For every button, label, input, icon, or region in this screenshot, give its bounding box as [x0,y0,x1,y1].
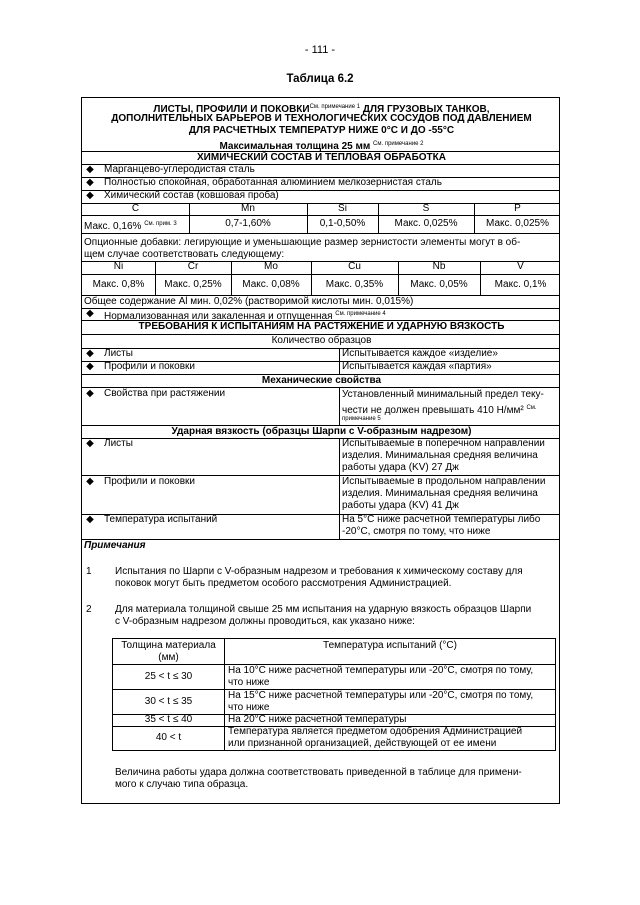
footer-text: мого к случаю типа образца. [115,779,249,790]
row-value: Испытывается каждая «партия» [342,361,492,372]
element-header: S [422,203,430,214]
bullet-icon: ◆ [86,348,94,359]
optional-line-1: Опционные добавки: легирующие и уменьшающие размер зернистости элементы могут в об- [84,237,521,248]
table-title: Таблица 6.2 [286,73,354,85]
header-line-4-text: Максимальная толщина 25 мм [219,141,371,152]
impact-text: -20°С, смотря по тому, что ниже [342,526,491,537]
tensile-note-a: См. [526,405,537,411]
temp-cell: или признанной организацией, действующей от ее имени [228,738,497,749]
element-header: Cu [348,261,361,272]
bullet-icon: ◆ [86,438,94,449]
element-header: Mn [241,203,255,214]
header-line-1b: ДЛЯ ГРУЗОВЫХ ТАНКОВ, [360,104,490,115]
bullet-text-1: Марганцево-углеродистая сталь [104,164,255,175]
col-header-unit: (мм) [158,652,179,663]
tensile-label: Свойства при растяжении [104,388,226,399]
temp-cell: что ниже [228,702,270,713]
bullet-text-2: Полностью спокойная, обработанная алюминием мелкозернистая сталь [104,177,442,188]
element-value: Макс. 0,8% [92,279,145,290]
note-text: поковок могут быть предметом особого рассмотрения Администрацией. [115,578,452,589]
row-value: Испытывается каждое «изделие» [342,348,498,359]
element-header: V [517,261,524,272]
element-header: Mo [264,261,278,272]
impact-text: работы удара (KV) 41 Дж [342,500,459,511]
impact-title: Ударная вязкость (образцы Шарпи с V-образным надрезом) [171,426,472,437]
thickness-cell: 40 < t [155,732,182,743]
header-line-2: ДОПОЛНИТЕЛЬНЫХ БАРЬЕРОВ И ТЕХНОЛОГИЧЕСКИХ СОСУДОВ ПОД ДАВЛЕНИЕМ [111,113,532,124]
impact-text: изделия. Минимальная средняя величина [342,450,538,461]
value-c-note: См. прим. 3 [144,221,177,227]
heat-treatment-note: См. примечание 4 [335,311,386,317]
element-value: Макс. 0,05% [410,279,468,290]
element-header: C [131,203,140,214]
impact-temperature-table [112,638,556,751]
element-header: P [514,203,521,214]
temp-cell: что ниже [228,677,270,688]
element-value: Макс. 0,25% [164,279,222,290]
thickness-cell: 25 < t ≤ 30 [144,671,193,682]
note-text: с V-образным надрезом должны проводиться, как указано ниже: [115,616,415,627]
thickness-cell: 35 < t ≤ 40 [144,714,193,725]
element-value: Макс. 0,025% [394,218,458,229]
element-value: Макс. 0,35% [325,279,384,290]
temp-cell: На 20°С ниже расчетной температуры [228,714,407,725]
bullet-icon: ◆ [86,190,94,201]
bullet-icon: ◆ [86,476,94,487]
footer-text: Величина работы удара должна соответствовать приведенной в таблице для примени- [115,767,522,778]
row-label: Листы [104,348,133,359]
bullet-icon: ◆ [86,388,94,399]
header-line-1a: ЛИСТЫ, ПРОФИЛИ И ПОКОВКИ [153,104,310,115]
note-text: Испытания по Шарпи с V-образным надрезом и требования к химическому составу для [115,566,523,577]
optional-line-2: щем случае соответствовать следующему: [84,249,285,260]
heat-treatment-text: Нормализованная или закаленная и отпущенная [104,311,333,322]
notes-title: Примечания [84,540,146,551]
thickness-cell: 30 < t ≤ 35 [144,696,193,707]
impact-text: работы удара (KV) 27 Дж [342,462,459,473]
element-header: Si [338,203,347,214]
impact-label: Температура испытаний [104,514,218,525]
tensile-line-2-text: чести не должен превышать 410 Н/мм² [342,405,524,416]
header-line-3: ДЛЯ РАСЧЕТНЫХ ТЕМПЕРАТУР НИЖЕ 0°С И ДО -55°С [188,125,455,136]
col-header-thickness: Толщина материала [121,640,216,651]
spec-table [81,97,560,804]
element-value: Макс. 0,1% [494,279,547,290]
temp-cell: На 15°С ниже расчетной температуры или -20°С, смотря по тому, [228,690,534,701]
element-value: Макс. 0,025% [486,218,549,229]
value-c: Макс. 0,16% [84,221,142,232]
element-header: Ni [113,261,124,272]
element-value: 0,1-0,50% [319,218,366,229]
element-header: Nb [432,261,446,272]
element-header: Cr [187,261,199,272]
temp-cell: На 10°С ниже расчетной температуры или -20°С, смотря по тому, [228,665,534,676]
bullet-icon: ◆ [86,164,94,175]
note-number: 1 [86,566,92,577]
al-content: Общее содержание Al мин. 0,02% (растворимой кислоты мин. 0,015%) [84,296,414,307]
header-note-1: См. примечание 1 [309,104,361,110]
impact-text: изделия. Минимальная средняя величина [342,488,538,499]
impact-text: На 5°С ниже расчетной температуры либо [342,514,541,525]
bullet-text-3: Химический состав (ковшовая проба) [104,190,279,201]
element-value: Макс. 0,08% [242,279,300,290]
impact-label: Профили и поковки [104,476,195,487]
bullet-icon: ◆ [86,177,94,188]
mech-title: Механические свойства [261,375,382,386]
bullet-icon: ◆ [86,514,94,525]
temp-cell: Температура является предметом одобрения Администрацией [228,726,523,737]
header-note-2: См. примечание 2 [373,141,424,147]
sample-count-title: Количество образцов [271,335,372,346]
impact-label: Листы [104,438,133,449]
impact-text: Испытываемые в поперечном направлении [342,438,545,449]
impact-text: Испытываемые в продольном направлении [342,476,546,487]
tensile-line-1: Установленный минимальный предел теку- [342,389,544,400]
bullet-icon: ◆ [86,361,94,372]
element-value [84,218,177,233]
bullet-icon: ◆ [86,308,94,319]
element-value: 0,7-1,60% [225,218,271,229]
note-text: Для материала толщиной свыше 25 мм испытания на ударную вязкость образцов Шарпи [115,604,532,615]
tensile-note-b: примечание 5 [342,416,381,422]
section-chem-title: ХИМИЧЕСКИЙ СОСТАВ И ТЕПЛОВАЯ ОБРАБОТКА [197,152,446,163]
section-tests-title: ТРЕБОВАНИЯ К ИСПЫТАНИЯМ НА РАСТЯЖЕНИЕ И УДАРНУЮ ВЯЗКОСТЬ [138,321,505,332]
page-number: - 111 - [304,44,336,56]
note-number: 2 [86,604,92,615]
row-label: Профили и поковки [104,361,195,372]
col-header-temperature: Температура испытаний (°С) [323,640,457,651]
